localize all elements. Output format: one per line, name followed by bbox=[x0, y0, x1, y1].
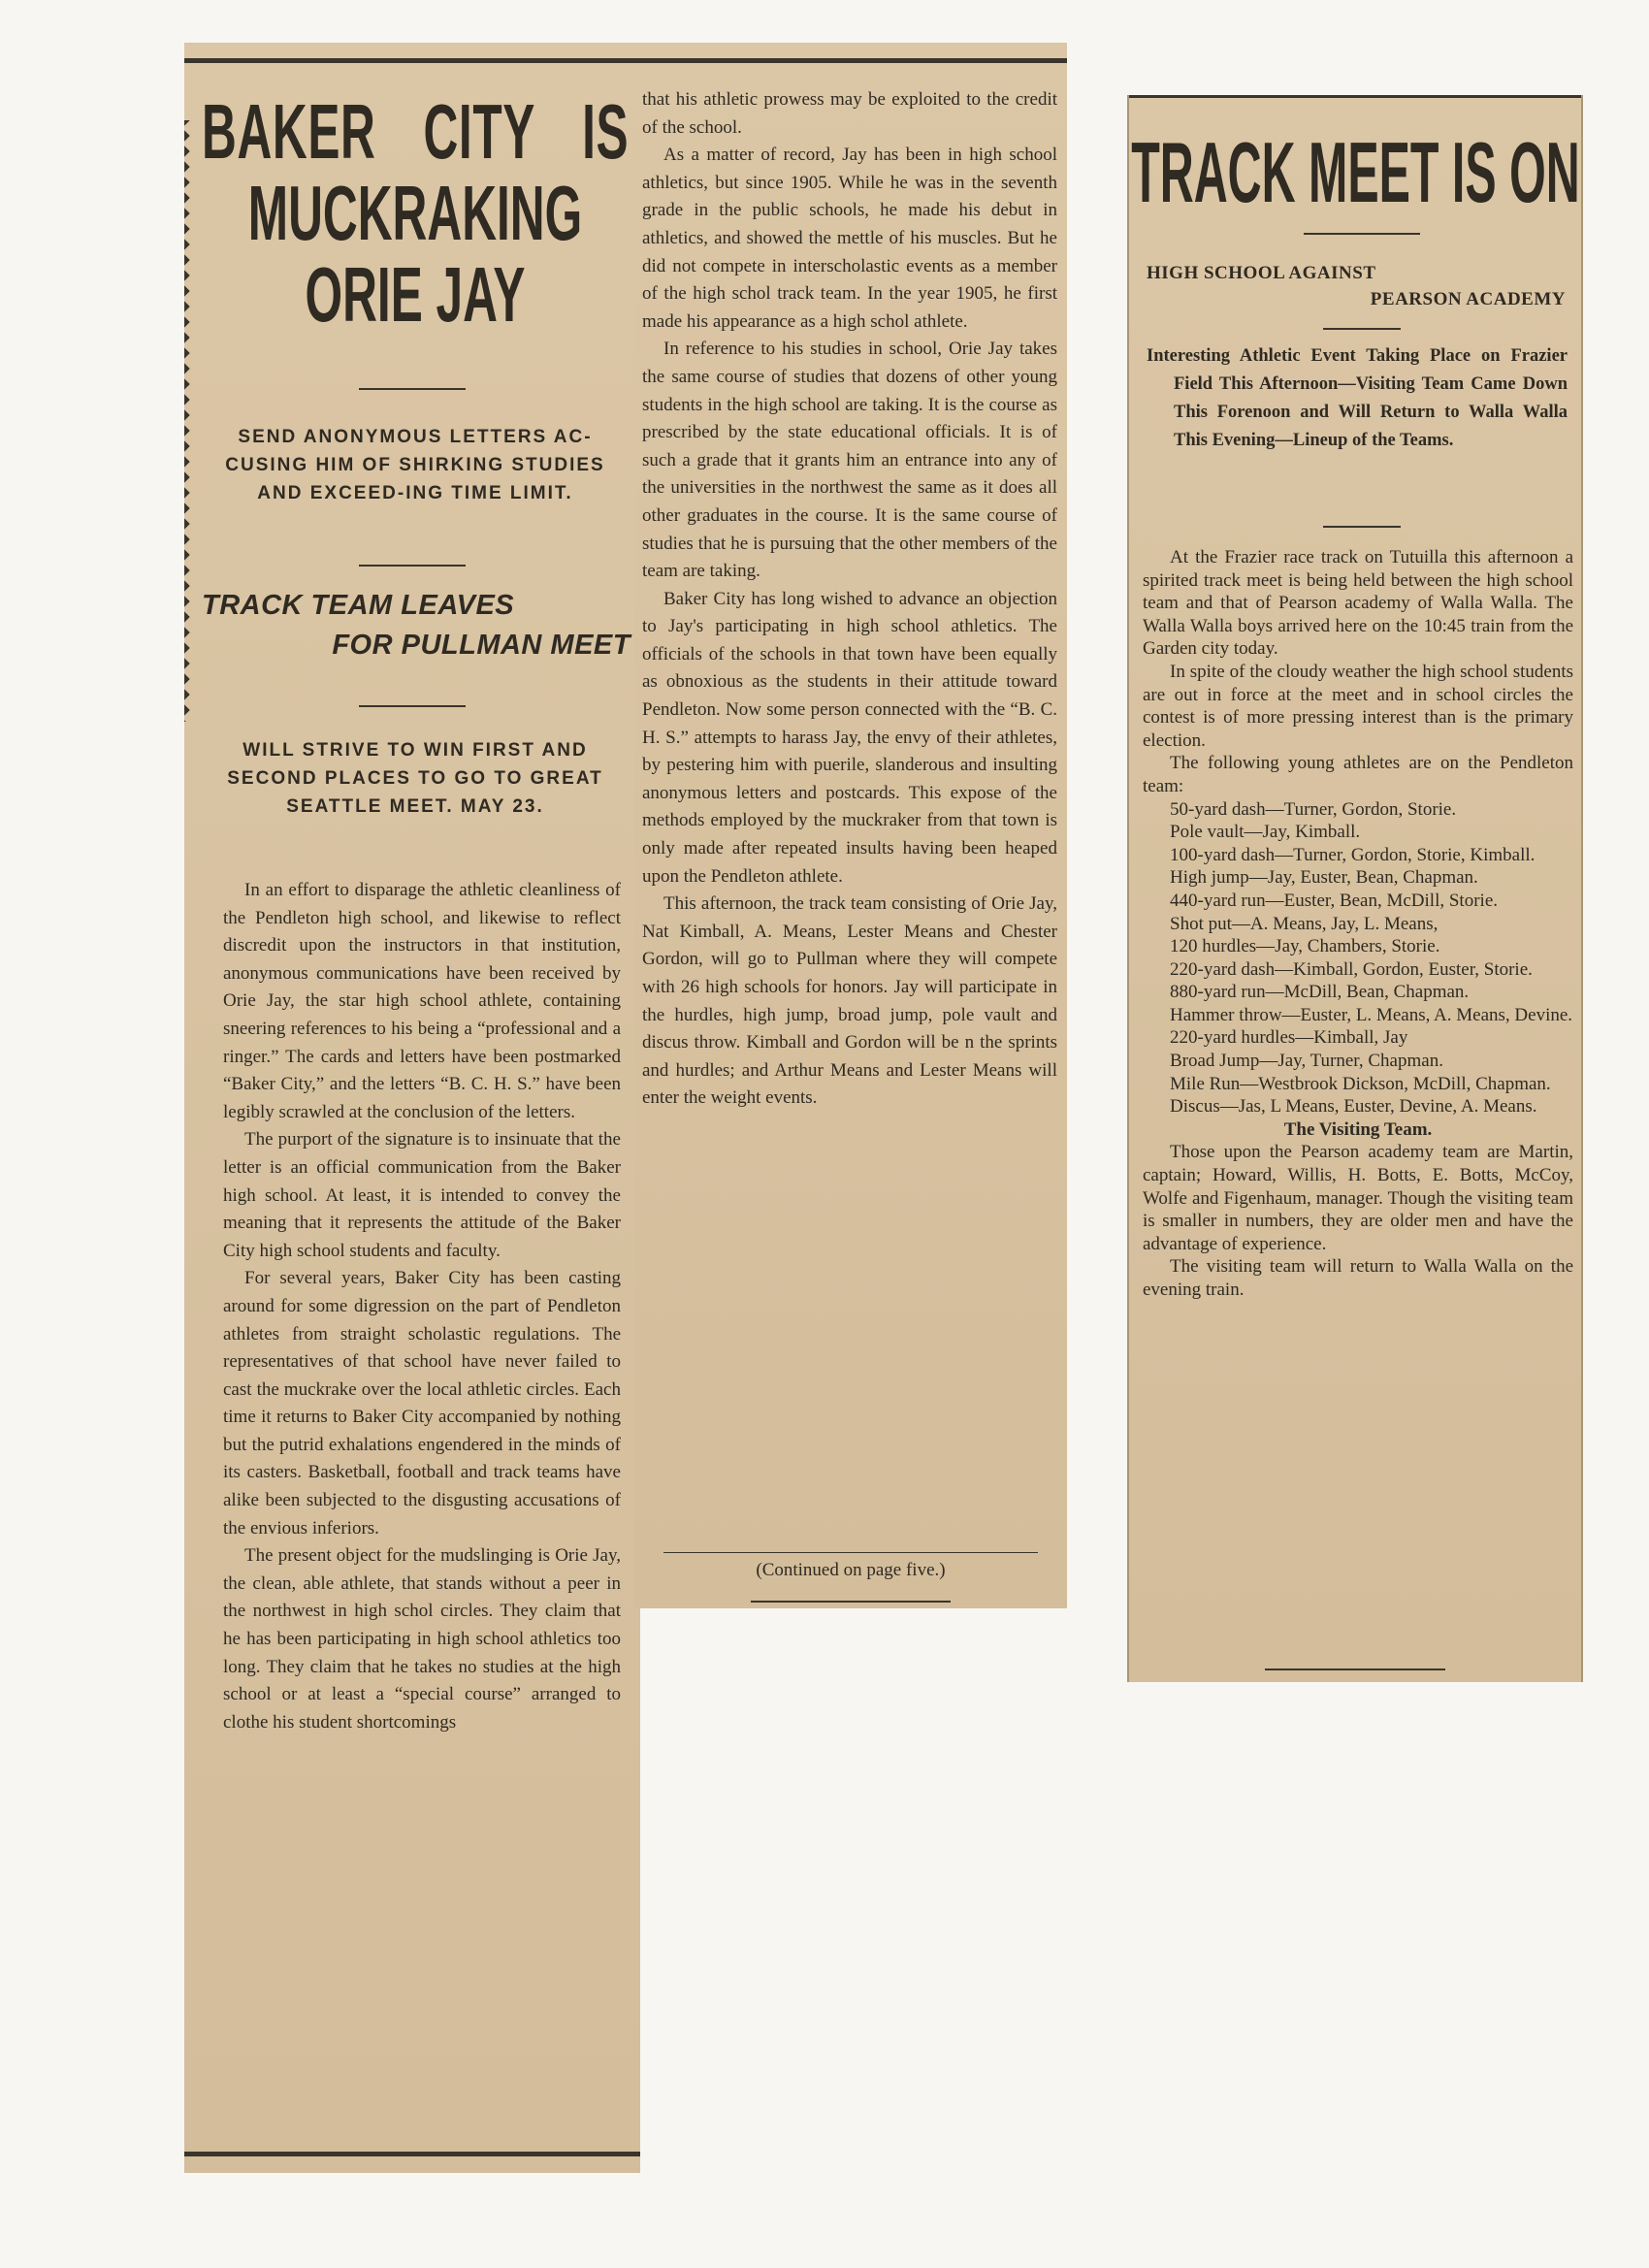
paragraph: Those upon the Pearson academy team are Martin, captain; Howard, Willis, H. Botts, E. Botts, McCoy, Wolfe and Figenhaum, manager. Though the visiting team is smaller in numbers, they are older men and have the advantage of experience. bbox=[1143, 1142, 1573, 1254]
event-line: 50-yard dash—Turner, Gordon, Storie. bbox=[1170, 798, 1457, 820]
subhead-line-1: TRACK TEAM LEAVES bbox=[202, 590, 515, 621]
event-line: Hammer throw—Euster, L. Means, A. Means, Devine. bbox=[1170, 1004, 1573, 1025]
paragraph: In spite of the cloudy weather the high school students are out in force at the meet and in school circles the contest is of more pressing interest than is the primary election. bbox=[1143, 661, 1573, 751]
paragraph: This afternoon, the track team consisting of Orie Jay, Nat Kimball, A. Means, Lester Means and Chester Gordon, will go to Pullman where they will compete with 26 high schools for honors. Jay will participate in the hurdles, high jump, broad jump, pole vault and discus throw. Kimball and Gordon will be n the sprints and hurdles; and Arthur Means and Lester Means will enter the weight events. bbox=[642, 893, 1057, 1109]
paragraph: At the Frazier race track on Tutuilla this afternoon a spirited track meet is being held between the high school team and that of Pearson academy of Walla Walla. The Walla Walla boys arrived here on the 10:45 train from the Garden city today. bbox=[1143, 547, 1573, 660]
divider bbox=[1304, 233, 1420, 235]
article-body-column-2 bbox=[642, 86, 1057, 1113]
subhead-line-2: FOR PULLMAN MEET bbox=[332, 630, 630, 661]
divider bbox=[1323, 526, 1401, 528]
subhead bbox=[202, 590, 630, 662]
event-line: Pole vault—Jay, Kimball. bbox=[1170, 822, 1361, 843]
paragraph: The following young athletes are on the Pendleton team: bbox=[1143, 753, 1573, 796]
paragraph: that his athletic prowess may be exploited to the credit of the school. bbox=[642, 89, 1057, 138]
right-clipping bbox=[1127, 95, 1583, 1682]
event-line: 220-yard dash—Kimball, Gordon, Euster, Storie. bbox=[1170, 958, 1533, 980]
visiting-team-heading: The Visiting Team. bbox=[1283, 1118, 1433, 1140]
headline bbox=[202, 88, 630, 338]
paragraph: Baker City has long wished to advance an objection to Jay's participating in high school athletics. The officials of the schools in that town have been equally as obnoxious as the students in their attitude toward Pendleton. Now some person connected with the “B. C. H. S.” attempts to harass Jay, the envy of their athletes, by pestering him with puerile, slanderous and insulting anonymous letters and postcards. This expose of the methods employed by the muckraker from that town is only made after repeated insults having been heaped upon the Pendleton athlete. bbox=[642, 588, 1057, 887]
right-subhead-line-1: HIGH SCHOOL AGAINST bbox=[1147, 263, 1376, 283]
right-body bbox=[1143, 546, 1573, 1302]
event-line: 880-yard run—McDill, Bean, Chapman. bbox=[1170, 982, 1470, 1003]
paragraph: The present object for the mudslinging is Orie Jay, the clean, able athlete, that stands without a peer in the northwest in high schol circles. They claim that he has been participating in high school athletics too long. They claim that he takes no studies at the high school or at least a “special course” arranged to clothe his student shortcomings bbox=[223, 1545, 621, 1733]
paragraph: In an effort to disparage the athletic cleanliness of the Pendleton high school, and likewise to reflect discredit upon the instructors in that institution, anonymous communications have been received by Orie Jay, the star high school athlete, containing sneering references to his being a “professional and a ringer.” The cards and letters have been postmarked “Baker City,” and the letters “B. C. H. S.” have been legibly scrawled at the conclusion of the letters. bbox=[223, 880, 621, 1122]
paragraph: As a matter of record, Jay has been in high school athletics, but since 1905. While he was in the seventh grade in the public schools, he made his debut in athletics, and showed the mettle of his muscles. But he did not compete in interscholastic events as a member of the high schol track team. In the year 1905, he first made his appearance as a high schol athlete. bbox=[642, 145, 1057, 332]
right-headline bbox=[1129, 124, 1581, 220]
deck-2: WILL STRIVE TO WIN FIRST AND SECOND PLACES TO GO TO GREAT SEATTLE MEET. MAY 23. bbox=[227, 740, 603, 817]
paragraph: In reference to his studies in school, Orie Jay takes the same course of studies that dozens of other young students in the high school are taking. It is the course as prescribed by the state educational officials. It is of such a grade that it grants him an entrance into any of the universities in the northwest the same as it does all other graduates in the course. It is the same course of studies that he is pursuing that the other members of the team are taking. bbox=[642, 339, 1057, 582]
divider bbox=[359, 565, 466, 567]
paragraph: For several years, Baker City has been casting around for some digression on the part of Pendleton athletes from straight scholastic regulations. The representatives of that school have never failed to cast the muckrake over the local athletic circles. Each time it returns to Baker City accompanied by nothing but the putrid exhalations engendered in the minds of its casters. Basketball, football and track teams have alike been subjected to the disgusting accusations of the envious inferiors. bbox=[223, 1268, 621, 1539]
event-line: 440-yard run—Euster, Bean, McDill, Storie. bbox=[1170, 890, 1499, 911]
event-line: Shot put—A. Means, Jay, L. Means, bbox=[1170, 913, 1439, 934]
deck-1: SEND ANONYMOUS LETTERS AC-CUSING HIM OF SHIRKING STUDIES AND EXCEED-ING TIME LIMIT. bbox=[225, 427, 605, 503]
right-headline-text: TRACK MEET IS ON bbox=[1130, 124, 1580, 220]
event-line: High jump—Jay, Euster, Bean, Chapman. bbox=[1170, 867, 1478, 889]
divider bbox=[1323, 328, 1401, 330]
left-clipping-column-2 bbox=[634, 43, 1067, 1608]
headline-line-2: MUCKRAKING bbox=[247, 170, 583, 256]
right-deck: Interesting Athletic Event Taking Place on Frazier Field This Afternoon—Visiting Team Came Down This Forenoon and Will Return to Walla Walla This Evening—Lineup of the Teams. bbox=[1147, 346, 1568, 450]
right-subhead-line-2: PEARSON ACADEMY bbox=[1370, 289, 1566, 309]
left-clipping-column-1 bbox=[184, 43, 640, 2173]
headline-line-3: ORIE JAY bbox=[305, 251, 526, 338]
event-line: Mile Run—Westbrook Dickson, McDill, Chapman. bbox=[1170, 1073, 1551, 1094]
event-line: Discus—Jas, L Means, Euster, Devine, A. Means. bbox=[1170, 1096, 1537, 1118]
event-line: 100-yard dash—Turner, Gordon, Storie, Kimball. bbox=[1170, 844, 1536, 865]
paragraph: The purport of the signature is to insinuate that the letter is an official communication from the Baker high school. At least, it is intended to convey the meaning that it represents the attitude of the Baker City high school students and faculty. bbox=[223, 1129, 621, 1261]
event-line: 220-yard hurdles—Kimball, Jay bbox=[1170, 1027, 1408, 1049]
continued-note: (Continued on page five.) bbox=[756, 1560, 946, 1580]
headline-line-1: BAKER CITY IS bbox=[202, 88, 630, 175]
right-subhead bbox=[1147, 260, 1566, 312]
event-line: Broad Jump—Jay, Turner, Chapman. bbox=[1170, 1051, 1443, 1072]
divider bbox=[359, 388, 466, 390]
article-body-column-1 bbox=[223, 877, 621, 1736]
paragraph: The visiting team will return to Walla Walla on the evening train. bbox=[1143, 1256, 1573, 1300]
event-line: 120 hurdles—Jay, Chambers, Storie. bbox=[1170, 936, 1440, 957]
divider bbox=[359, 705, 466, 707]
